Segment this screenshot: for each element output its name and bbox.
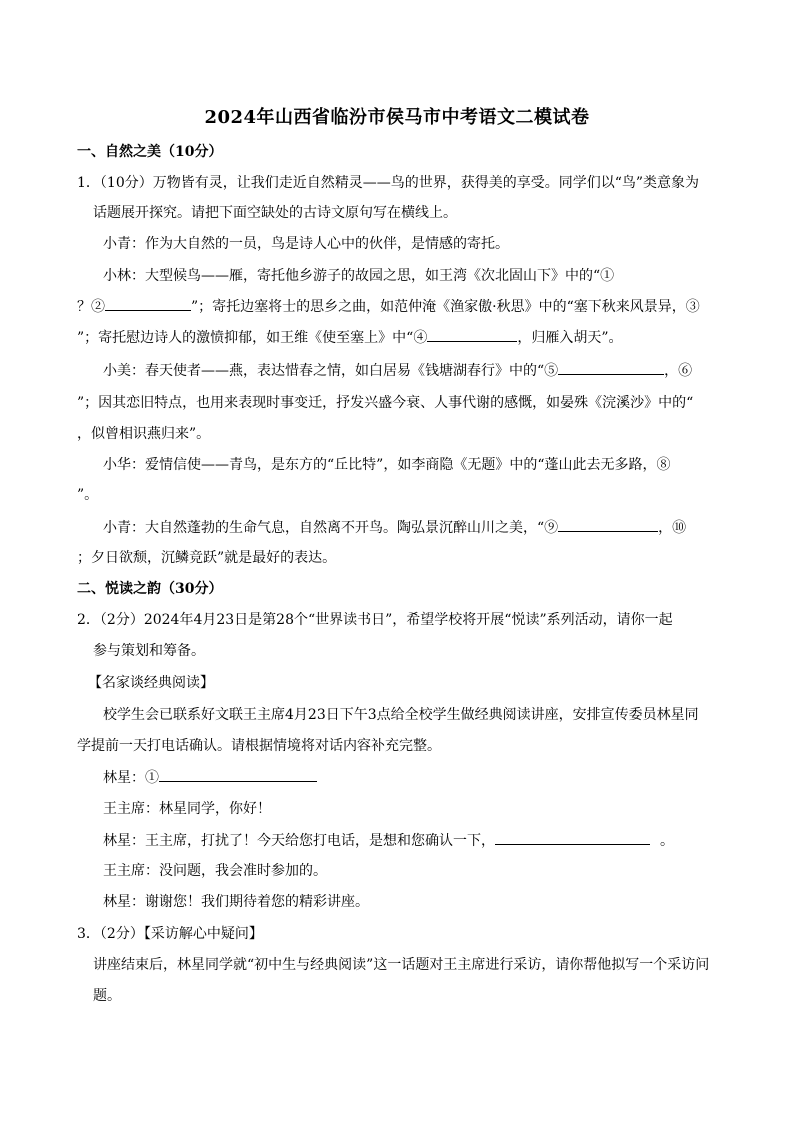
q2-line-1: 2．（2分）2024年4月23日是第28个“世界读书日”，希望学校将开展“悦读”系列活动，请你一起 [77, 612, 673, 628]
answer-blank-9[interactable] [558, 517, 658, 532]
q1-xiaolin-line-a [103, 266, 717, 286]
q1-xiaolin-text-c1: ”；寄托慰边诗人的激愤抑郁，如王维《使至塞上》中“④ [77, 330, 428, 346]
answer-blank-4[interactable] [427, 327, 517, 342]
section-heading-1: 一、自然之美（10分） [77, 144, 223, 160]
q1-xiaohua-line-a: 小华：爱情信使——青鸟，是东方的“丘比特”，如李商隐《无题》中的“蓬山此去无多路，⑧ [103, 457, 671, 473]
q1-xiaomei-line-c: ，似曾相识燕归来”。 [77, 426, 211, 442]
q2-dialog-1 [103, 767, 317, 788]
answer-blank-dialog-1[interactable] [159, 767, 317, 782]
q2-line-2: 参与策划和筹备。 [93, 643, 205, 659]
q1-xiaomei-line-a [103, 360, 692, 381]
q2-dialog-1-text: 林星：① [103, 770, 159, 786]
q1-xiaoqing-1: 小青：作为大自然的一员，鸟是诗人心中的伙伴，是情感的寄托。 [103, 236, 509, 252]
q2-dialog-2: 王主席：林星同学，你好！ [103, 801, 271, 817]
q1-xiaolin-line-c [77, 327, 623, 348]
answer-blank-dialog-2[interactable] [495, 830, 650, 845]
q2-dialog-3 [103, 830, 674, 851]
q1-xiaolin-text-b2: ”；寄托边塞将士的思乡之曲，如范仲淹《渔家傲·秋思》中的“塞下秋来风景异，③ [191, 299, 700, 315]
q1-line-1: 1．（10分）万物皆有灵，让我们走近自然精灵——鸟的世界，获得美的享受。同学们以“鸟”类意象为 [77, 175, 700, 191]
q2-dialog-3-text: 林星：王主席，打扰了！今天给您打电话，是想和您确认一下， [103, 833, 495, 849]
q1-xiaolin-text-c2: ，归雁入胡天”。 [517, 330, 623, 346]
q1-xiaolin-line-b [77, 296, 717, 317]
q2-dialog-5: 林星：谢谢您！我们期待着您的精彩讲座。 [103, 894, 369, 910]
q1-xiaoqing2-text-a2: ，⑩ [658, 520, 687, 536]
q2-dialog-3-end: 。 [660, 833, 674, 849]
page-title: 2024年山西省临汾市侯马市中考语文二模试卷 [204, 107, 590, 128]
q1-xiaohua-line-b: ”。 [77, 487, 99, 503]
q2-dialog-4: 王主席：没问题，我会准时参加的。 [103, 863, 327, 879]
q3-line-1: 3．（2分）【采访解心中疑问】 [77, 926, 263, 942]
q2-subheading: 【名家谈经典阅读】 [88, 675, 214, 691]
q1-xiaolin-text-a: 小林：大型候鸟——雁，寄托他乡游子的故园之思，如王湾《次北固山下》中的“① [103, 268, 615, 284]
q1-xiaoqing2-line-a [103, 517, 686, 538]
q2-para-1: 校学生会已联系好文联王主席4月23日下午3点给全校学生做经典阅读讲座，安排宣传委员林星同 [103, 707, 699, 723]
q2-para-2: 学提前一天打电话确认。请根据情境将对话内容补充完整。 [77, 738, 441, 754]
q3-line-3: 题。 [93, 988, 121, 1004]
q1-xiaomei-text-a1: 小美：春天使者——燕，表达惜春之情，如白居易《钱塘湖春行》中的“⑤ [103, 363, 559, 379]
q1-xiaolin-text-b1: ？② [77, 299, 105, 315]
q1-line-2: 话题展开探究。请把下面空缺处的古诗文原句写在横线上。 [93, 205, 457, 221]
answer-blank-2[interactable] [105, 296, 191, 311]
q1-xiaoqing2-text-a1: 小青：大自然蓬勃的生命气息，自然离不开鸟。陶弘景沉醉山川之美，“⑨ [103, 520, 559, 536]
q1-xiaoqing2-line-b: ；夕日欲颓，沉鳞竞跃”就是最好的表达。 [77, 550, 337, 566]
q3-line-2: 讲座结束后，林星同学就“初中生与经典阅读”这一话题对王主席进行采访，请你帮他拟写一个采访问 [93, 957, 710, 973]
q1-xiaomei-line-b: ”；因其恋旧特点，也用来表现时事变迁，抒发兴盛今衰、人事代谢的感慨，如晏殊《浣溪沙》中的“ [77, 395, 694, 411]
section-heading-2: 二、悦读之韵（30分） [77, 581, 223, 597]
q1-xiaomei-text-a2: ，⑥ [664, 363, 693, 379]
answer-blank-5[interactable] [558, 360, 664, 375]
